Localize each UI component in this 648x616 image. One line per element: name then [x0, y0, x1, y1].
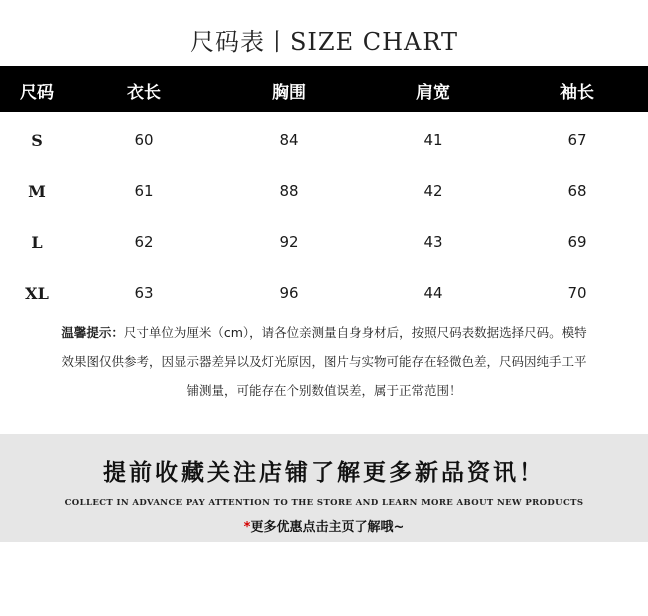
- table-row: [0, 278, 648, 308]
- length-cell: 60: [134, 131, 154, 149]
- size-cell: M: [28, 182, 46, 201]
- chest-cell: 84: [279, 131, 299, 149]
- table-row: [0, 227, 648, 257]
- sleeve-cell: 69: [567, 233, 587, 251]
- length-cell: 61: [134, 182, 154, 200]
- sleeve-cell: 70: [567, 284, 587, 302]
- size-cell: XL: [25, 284, 49, 303]
- size-cell: L: [31, 233, 43, 252]
- length-cell: 62: [134, 233, 154, 251]
- header-length: 衣长: [127, 83, 161, 103]
- notice-label: 温馨提示：: [61, 325, 124, 340]
- notice-text: 尺寸单位为厘米（cm），请各位亲测量自身身材后，按照尺码表数据选择尺码。模特效果图仅供参考，因显示器差异以及灯光原因，图片与实物可能存在轻微色差，尺码因纯手工平铺测量，可能存在个别数值误差，属于正常范围！: [61, 325, 587, 398]
- header-sleeve: 袖长: [560, 83, 594, 103]
- size-cell: S: [31, 131, 43, 150]
- shoulder-cell: 42: [423, 182, 443, 200]
- asterisk-icon: *: [243, 520, 251, 535]
- measurement-notice: [60, 318, 588, 405]
- shoulder-cell: 43: [423, 233, 443, 251]
- header-chest: 胸围: [272, 83, 306, 103]
- table-row: [0, 176, 648, 206]
- length-cell: 63: [134, 284, 154, 302]
- sleeve-cell: 67: [567, 131, 587, 149]
- table-header: [0, 66, 648, 112]
- chest-cell: 92: [279, 233, 299, 251]
- header-size: 尺码: [20, 83, 54, 103]
- shoulder-cell: 44: [423, 284, 443, 302]
- promo-link-text: 更多优惠点击主页了解哦~: [250, 520, 405, 535]
- chest-cell: 88: [279, 182, 299, 200]
- banner-subtitle: COLLECT IN ADVANCE PAY ATTENTION TO THE STORE AND LEARN MORE ABOUT NEW PRODUCTS: [64, 498, 584, 508]
- follow-store-banner: [0, 434, 648, 542]
- sleeve-cell: 68: [567, 182, 587, 200]
- table-row: [0, 125, 648, 155]
- shoulder-cell: 41: [423, 131, 443, 149]
- page-title: 尺码表丨SIZE CHART: [189, 28, 459, 56]
- chest-cell: 96: [279, 284, 299, 302]
- homepage-promo-link[interactable]: [0, 516, 648, 535]
- banner-headline: 提前收藏关注店铺了解更多新品资讯！: [103, 460, 545, 486]
- header-shoulder: 肩宽: [416, 83, 450, 103]
